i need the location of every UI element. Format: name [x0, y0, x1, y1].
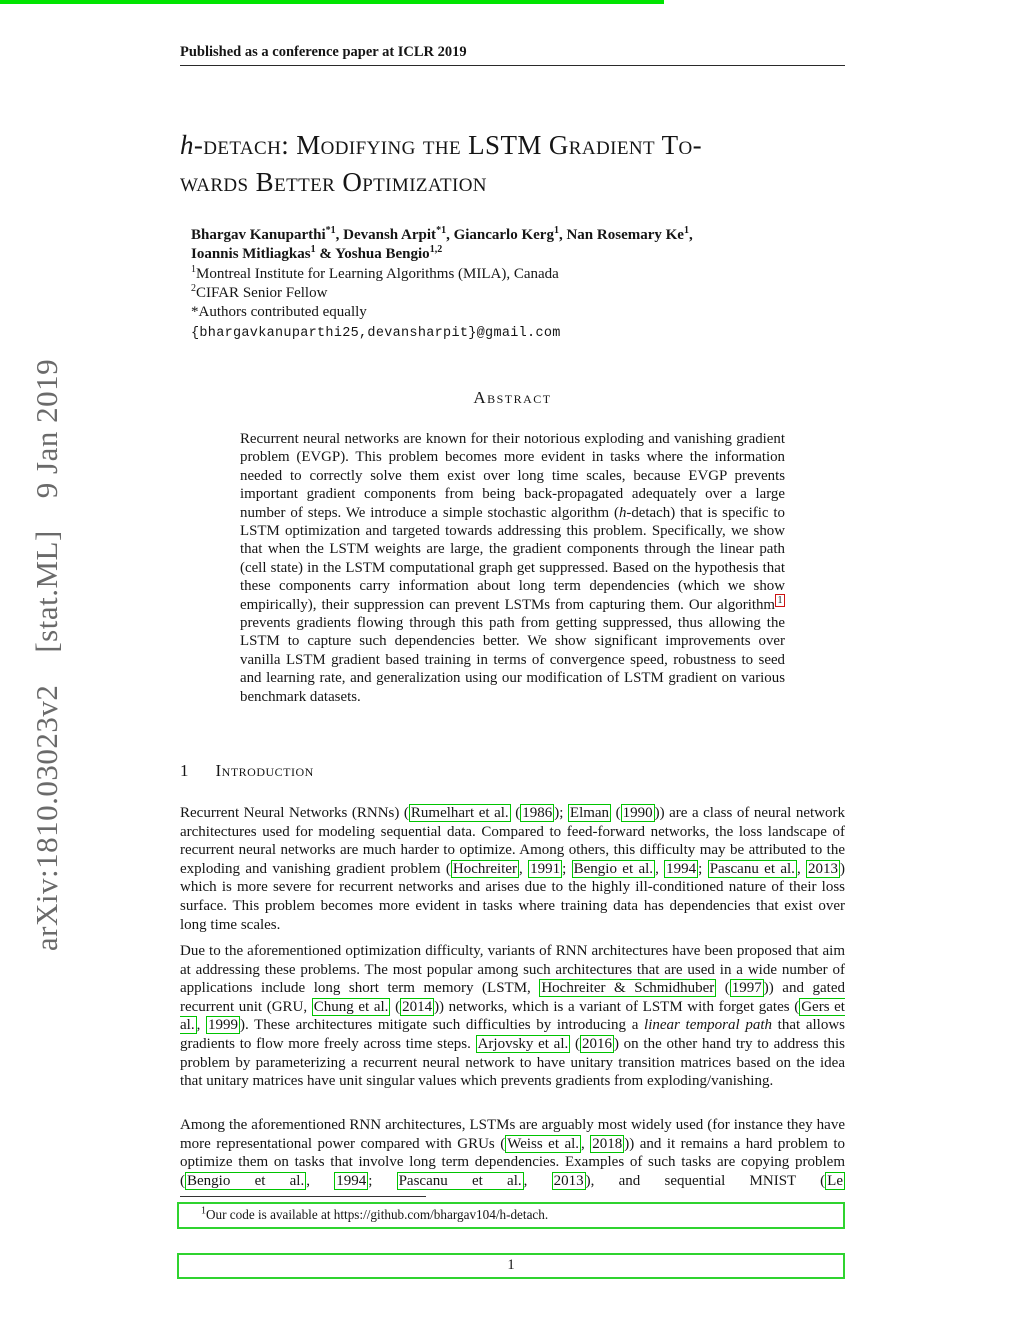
intro-paragraph-3: [180, 1116, 845, 1190]
citation-link[interactable]: 1986: [522, 805, 553, 821]
text-run: (: [716, 980, 730, 997]
text-run: -detach: Modifying the LSTM Gradient To-: [193, 130, 703, 160]
citation-link[interactable]: Hochreiter: [452, 860, 517, 877]
citation-link[interactable]: Arjovsky et al.: [477, 1035, 569, 1052]
affiliation-2: [191, 284, 836, 303]
citation-link[interactable]: Chung et al.: [313, 998, 389, 1015]
citation-link[interactable]: 2013: [553, 1172, 584, 1189]
text-run: ,: [523, 1172, 552, 1189]
citation-link[interactable]: 1990: [622, 805, 653, 821]
text-run: Bhargav Kanuparthi: [191, 227, 326, 243]
text-run: (: [390, 998, 401, 1015]
text-run: prevents gradients flowing through this path from getting suppressed, thus allowing the LSTM to capture such dependencies better. We show significant improvements over vanilla LSTM gradient based training in terms of convergence speed, robustness to seed and learning rate, and generalization using our modification of LSTM gradient on various benchmark datasets.: [240, 615, 785, 705]
footnote-ref-marker: 1: [775, 594, 785, 607]
text-run: ,: [796, 860, 807, 877]
footnote-text: Our code is available at https://github.com/bhargav104/h-detach.: [206, 1207, 549, 1222]
equal-contribution-note: *Authors contributed equally: [191, 304, 367, 321]
arxiv-watermark: arXiv:1810.03023v2 [stat.ML] 9 Jan 2019: [29, 358, 64, 952]
text-run: ,: [688, 227, 693, 243]
abstract-text: [240, 430, 785, 706]
author-line-1: [191, 226, 836, 245]
text-run: Ioannis Mitliagkas: [191, 246, 311, 263]
citation-link[interactable]: Bengio et al.: [573, 860, 654, 877]
text-run: Due to the aforementioned optimization difficulty, variants of RNN architectures have been proposed that aim at addressing these problems. The most popular among such architectures that are used in a wide number of applications include long short term memory (LSTM,: [180, 943, 845, 997]
citation-link[interactable]: Bengio et al.: [187, 1172, 305, 1189]
citation-link[interactable]: Elman: [569, 805, 610, 821]
text-run: ,: [581, 1135, 591, 1152]
section-heading-introduction: [180, 761, 314, 781]
text-run: wards Better Optimization: [180, 167, 487, 197]
citation-link[interactable]: Pascanu et al.: [398, 1172, 522, 1189]
text-run: (: [510, 805, 521, 821]
citation-link[interactable]: 2013: [808, 860, 839, 877]
citation-link[interactable]: 1994: [336, 1172, 367, 1189]
text-run: )) and it remains a hard problem to optimize them on tasks that involve long term dependencies. Examples of such tasks are copying problem (: [180, 1135, 846, 1189]
text-run: that allows gradients to flow more freely across time steps.: [180, 1017, 845, 1052]
citation-link[interactable]: 2018: [592, 1135, 623, 1152]
citation-link[interactable]: Hochreiter & Schmidhuber: [541, 980, 715, 997]
citation-link[interactable]: Gers et al.: [180, 998, 845, 1034]
text-run: Recurrent neural networks are known for their notorious exploding and vanishing gradient problem (EVGP). This problem becomes more evident in tasks where the information needed to correctly solve them exist over long time scales, because EVGP prevents important gradient components from being back-propagated adequately over a large number of steps. We introduce a simple stochastic algorithm (: [240, 431, 785, 521]
text-run: , Devansh Arpit: [335, 227, 437, 243]
text-run: ,: [519, 860, 529, 877]
citation-link[interactable]: Pascanu et al.: [709, 860, 795, 877]
author-superscript: *1: [325, 225, 336, 236]
citation-link[interactable]: 2016: [581, 1035, 612, 1052]
paper-title: [180, 127, 860, 201]
citation-link[interactable]: 1991: [530, 860, 561, 877]
author-superscript: 2: [191, 282, 196, 294]
text-run: ;: [698, 860, 708, 877]
author-superscript: *1: [436, 225, 447, 236]
text-run: )) networks, which is a variant of LSTM with forget gates (: [434, 998, 800, 1015]
text-run: )) and gated recurrent unit (GRU,: [180, 980, 845, 1015]
text-run: (: [611, 805, 621, 821]
citation-link[interactable]: Le: [827, 1172, 843, 1189]
text-run: CIFAR Senior Fellow: [196, 284, 328, 301]
text-run: ,: [655, 860, 665, 877]
abstract-heading: Abstract: [473, 388, 552, 407]
section-number: 1: [180, 761, 189, 780]
text-run: ) on the other hand try to address this problem by parameterizing a recurrent neural network to have unitary transition matrices based on the idea that unitary matrices have unit singular values which prevents gradients from exploding/vanishing.: [180, 1035, 845, 1090]
text-run: Recurrent Neural Networks (RNNs) (: [180, 805, 409, 821]
author-superscript: 1: [191, 263, 196, 275]
author-superscript: 1: [683, 225, 689, 236]
citation-link[interactable]: 1999: [208, 1017, 238, 1034]
italic-text: linear temporal path: [644, 1017, 773, 1034]
citation-link[interactable]: Rumelhart et al.: [410, 805, 509, 821]
citation-link[interactable]: 1994: [666, 860, 697, 877]
text-run: ). These architectures mitigate such difficulties by introducing a: [240, 1017, 645, 1034]
italic-text: h: [180, 130, 194, 160]
text-run: ,: [306, 1172, 335, 1189]
text-run: , Giancarlo Kerg: [446, 227, 554, 243]
citation-link[interactable]: 1997: [731, 980, 762, 997]
text-run: ,: [196, 1017, 206, 1034]
affiliation-1: [191, 265, 836, 284]
page-number: 1: [507, 1257, 515, 1273]
text-run: Montreal Institute for Learning Algorithms (MILA), Canada: [196, 265, 559, 282]
footnote-link-annotation[interactable]: [177, 1202, 845, 1229]
conference-header: Published as a conference paper at ICLR 2019: [180, 44, 845, 66]
text-run: )) are a class of neural network architectures used for modeling sequential data. Compared to feed-forward networks, the loss landscape of recurrent neural networks are much harder to optimize. Among others, this difficulty may be attributed to the exploding and vanishing gradient problem (: [180, 805, 846, 877]
italic-text: h: [618, 504, 627, 521]
author-superscript: 1: [553, 225, 559, 236]
text-run: ;: [562, 860, 572, 877]
author-block: [191, 226, 836, 344]
citation-link[interactable]: 2014: [402, 998, 433, 1015]
text-run: Among the aforementioned RNN architectures, LSTMs are arguably most widely used (for instance they have more representational power compared with GRUs (: [180, 1117, 845, 1152]
footnote-marker: 1: [201, 1205, 206, 1217]
text-run: , Nan Rosemary Ke: [558, 227, 684, 243]
text-run: & Yoshua Bengio: [315, 246, 430, 263]
text-run: ;: [368, 1172, 397, 1189]
text-run: -detach) that is specific to LSTM optimization and targeted towards addressing this problem. Specifically, we show that when the LSTM weights are large, the gradient components through the linear path (cell state) in the LSTM computational graph get suppressed. Based on the hypothesis that these components carry information about long term dependencies (which we show empirically), their suppression can prevent LSTMs from capturing them. Our algorithm: [240, 504, 785, 613]
footnote-divider: [180, 1196, 426, 1197]
text-run: (: [570, 1035, 580, 1052]
text-run: );: [554, 805, 568, 821]
page-number-annotation[interactable]: [177, 1253, 845, 1279]
author-superscript: 1: [310, 244, 316, 256]
author-superscript: 1,2: [429, 244, 443, 256]
author-line-2: [191, 245, 836, 264]
section-label: Introduction: [215, 761, 314, 780]
intro-paragraph-2: [180, 942, 845, 1091]
intro-paragraph-1: [180, 804, 845, 934]
contact-email: {bhargavkanuparthi25,devansharpit}@gmail.com: [191, 326, 561, 342]
citation-link[interactable]: Weiss et al.: [507, 1135, 580, 1152]
text-run: ) which is more severe for recurrent networks and arises due to the highly ill-conditioned nature of their loss surface. This problem becomes more evident in tasks where training data has dependencies that exist over long time scales.: [180, 860, 846, 933]
text-run: ), and sequential MNIST (: [585, 1172, 826, 1189]
top-green-bar: [0, 0, 664, 4]
